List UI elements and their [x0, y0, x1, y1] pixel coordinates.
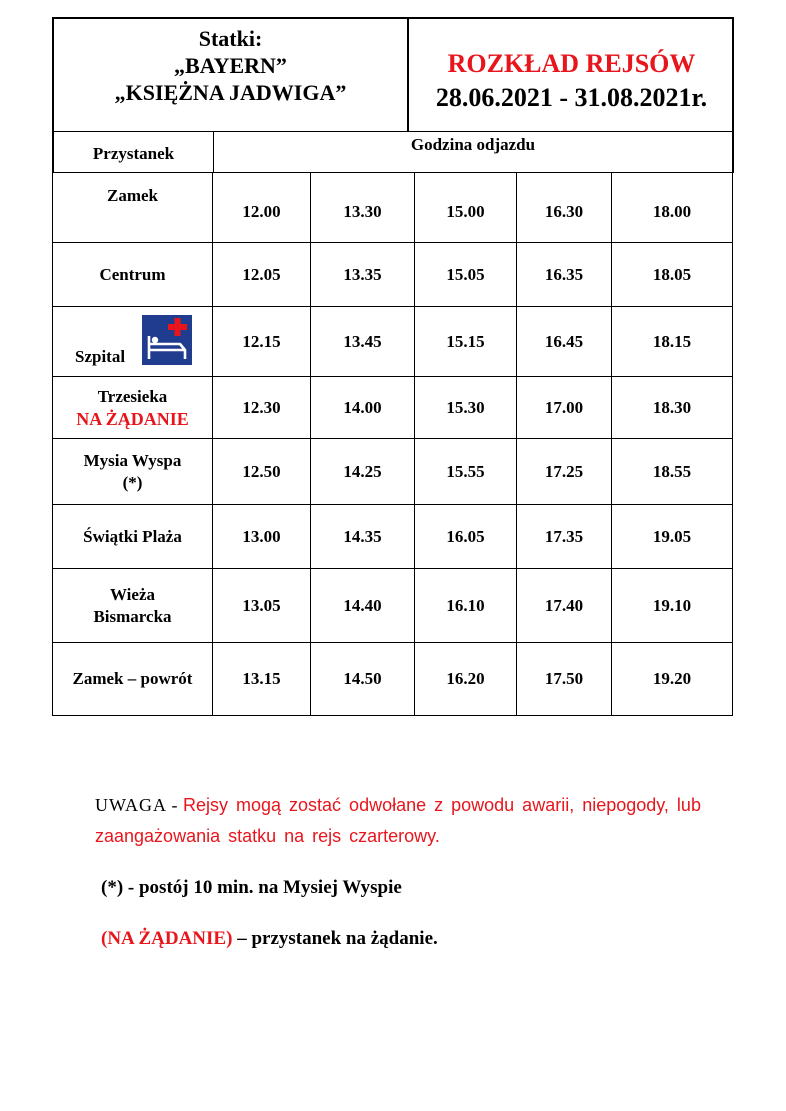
- departure-time: 14.40: [311, 569, 415, 643]
- on-request-legend-label: (NA ŻĄDANIE): [101, 928, 233, 949]
- departure-time: 13.00: [213, 505, 311, 569]
- departure-time: 16.20: [415, 643, 517, 716]
- departure-time: 15.00: [415, 173, 517, 243]
- departure-time: 17.00: [517, 377, 612, 439]
- table-header-row: [52, 131, 734, 173]
- departure-time: 15.15: [415, 307, 517, 377]
- table-row: [53, 377, 733, 439]
- table-row: [53, 439, 733, 505]
- stop-name: [53, 439, 213, 505]
- departure-time: 18.05: [612, 243, 733, 307]
- departure-time: 12.00: [213, 173, 311, 243]
- departure-time: 13.30: [311, 173, 415, 243]
- departure-time: 18.30: [612, 377, 733, 439]
- table-row: [53, 569, 733, 643]
- departure-time: 14.00: [311, 377, 415, 439]
- stop-name: Zamek – powrót: [53, 643, 213, 716]
- stop-name-label: Szpital: [75, 347, 126, 366]
- stop-footnote-mark: (*): [122, 472, 143, 492]
- ships-block: [54, 19, 409, 131]
- departure-time: 19.05: [612, 505, 733, 569]
- departure-time: 16.10: [415, 569, 517, 643]
- schedule-header: [52, 17, 734, 132]
- stop-footnote: (*) - postój 10 min. na Mysiej Wyspie: [101, 877, 402, 898]
- departure-time: 14.35: [311, 505, 415, 569]
- departure-time: 16.05: [415, 505, 517, 569]
- column-header-departure: Godzina odjazdu: [410, 135, 536, 154]
- stop-name: Zamek: [53, 173, 213, 243]
- hospital-bed-icon: [142, 315, 192, 365]
- on-request-legend-text: – przystanek na żądanie.: [237, 928, 438, 949]
- column-header-stop: Przystanek: [54, 131, 214, 172]
- on-request-label: NA ŻĄDANIE: [76, 408, 189, 429]
- departure-time: 17.50: [517, 643, 612, 716]
- departure-time: 13.05: [213, 569, 311, 643]
- departure-time: 17.25: [517, 439, 612, 505]
- stop-name: Centrum: [53, 243, 213, 307]
- stop-name: Świątki Plaża: [53, 505, 213, 569]
- departure-time: 19.10: [612, 569, 733, 643]
- stop-name-label-line2: Bismarcka: [93, 606, 172, 626]
- schedule-table: [52, 172, 733, 716]
- departure-time: 15.05: [415, 243, 517, 307]
- table-row: [53, 173, 733, 243]
- departure-time: 13.35: [311, 243, 415, 307]
- ship-name-bayern: „BAYERN”: [174, 53, 287, 78]
- stop-name: [53, 569, 213, 643]
- table-row: [53, 643, 733, 716]
- departure-time: 15.30: [415, 377, 517, 439]
- departure-time: 13.15: [213, 643, 311, 716]
- departure-time: 17.35: [517, 505, 612, 569]
- stop-name-label: Wieża: [109, 584, 155, 604]
- departure-time: 14.25: [311, 439, 415, 505]
- departure-time: 19.20: [612, 643, 733, 716]
- ships-label: Statki:: [198, 26, 263, 51]
- departure-time: 16.35: [517, 243, 612, 307]
- notice-label: UWAGA -: [95, 795, 179, 815]
- stop-name-label: Mysia Wyspa: [83, 450, 182, 470]
- departure-time: 13.45: [311, 307, 415, 377]
- ship-name-ksiezna-jadwiga: „KSIĘŻNA JADWIGA”: [114, 80, 347, 105]
- table-row: [53, 243, 733, 307]
- departure-time: 18.00: [612, 173, 733, 243]
- on-request-legend: [101, 928, 438, 950]
- stop-name: [53, 377, 213, 439]
- cancellation-notice: [95, 790, 705, 852]
- notice-text: Rejsy mogą zostać odwołane z powodu awarii, niepogody, lub zaangażowania statku na rejs czarterowy.: [95, 795, 701, 846]
- stop-name-label: Trzesieka: [97, 386, 168, 406]
- departure-time: 12.30: [213, 377, 311, 439]
- departure-time: 12.15: [213, 307, 311, 377]
- departure-time: 17.40: [517, 569, 612, 643]
- title-block: [411, 19, 732, 131]
- departure-time: 18.55: [612, 439, 733, 505]
- departure-time: 14.50: [311, 643, 415, 716]
- departure-time: 18.15: [612, 307, 733, 377]
- departure-time: 16.30: [517, 173, 612, 243]
- departure-time: 12.05: [213, 243, 311, 307]
- departure-time: 15.55: [415, 439, 517, 505]
- departure-time: 12.50: [213, 439, 311, 505]
- table-row: [53, 505, 733, 569]
- page-title: ROZKŁAD REJSÓW: [447, 49, 696, 78]
- date-range: 28.06.2021 - 31.08.2021r.: [435, 83, 708, 112]
- table-row: [53, 307, 733, 377]
- stop-name: [53, 307, 213, 377]
- departure-time: 16.45: [517, 307, 612, 377]
